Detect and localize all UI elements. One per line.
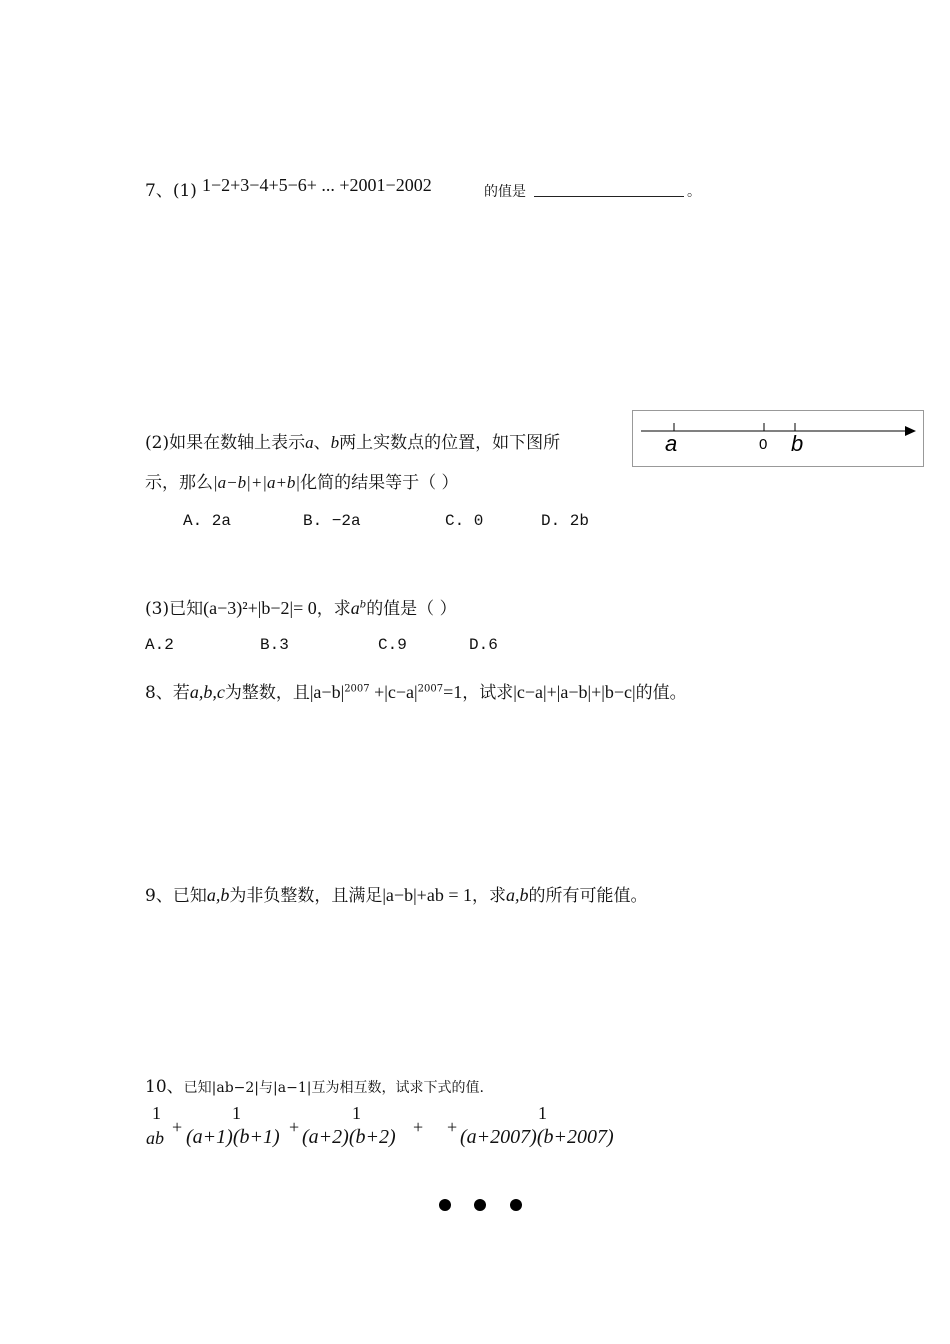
frac-0-numerator: 1 (152, 1103, 161, 1123)
arrow-head-icon (905, 426, 916, 436)
q7-2-option-a[interactable]: A. 2a (183, 512, 232, 530)
frac-1-denominator: (a+1)(b+1) (186, 1126, 280, 1148)
q7-answer-blank[interactable] (534, 182, 684, 201)
q7-2-option-b[interactable]: B. −2a (303, 512, 361, 530)
q7-end: 。 (687, 184, 701, 200)
q7-2-line1: (2)如果在数轴上表示a、b两上实数点的位置，如下图所 (145, 433, 561, 453)
plus-4: + (447, 1117, 458, 1137)
frac-0-denominator: ab (146, 1128, 164, 1148)
q7-3-option-a[interactable]: A.2 (145, 636, 174, 654)
label-zero: 0 (759, 436, 768, 453)
q7-3-option-d[interactable]: D.6 (469, 636, 498, 654)
q7-label: 7、(1) (145, 181, 197, 201)
q7-expression: 1−2+3−4+5−6+ ... +2001−2002 (202, 175, 432, 195)
plus-2: + (289, 1117, 300, 1137)
frac-2-denominator: (a+2)(b+2) (302, 1126, 396, 1148)
label-b: b (791, 431, 804, 456)
frac-3-denominator: (a+2007)(b+2007) (460, 1126, 614, 1148)
ellipsis-dot-3 (510, 1199, 522, 1211)
q7-3-line: (3)已知(a−3)²+|b−2|= 0，求$a^b$的值是（ ） (145, 598, 457, 619)
plus-3: + (413, 1117, 424, 1137)
frac-1-numerator: 1 (232, 1103, 241, 1123)
number-line (633, 411, 923, 466)
frac-2-numerator: 1 (352, 1103, 361, 1123)
ellipsis-dot-1 (439, 1199, 451, 1211)
number-line-figure (632, 410, 924, 467)
label-a: a (665, 431, 678, 456)
q7-3-option-b[interactable]: B.3 (260, 636, 289, 654)
frac-3-numerator: 1 (538, 1103, 547, 1123)
q7-suffix: 的值是 (484, 184, 526, 200)
q9-line: 9、已知a,b为非负整数，且满足|a−b|+ab = 1，求a,b的所有可能值。 (145, 885, 648, 906)
ellipsis-dot-2 (474, 1199, 486, 1211)
q7-2-line2: 示，那么|a−b|+|a+b|化简的结果等于（ ） (145, 473, 459, 493)
plus-1: + (172, 1117, 183, 1137)
q8-line: 8、若a,b,c为整数，且$|a-b|^{2007} +|c-a|^{2007}=1$，试求|c−a|+|a−b|+|b−c|的值。 (145, 682, 687, 703)
q7-2-option-c[interactable]: C. 0 (445, 512, 484, 530)
q7-3-option-c[interactable]: C.9 (378, 636, 407, 654)
q10-line: 10、已知|ab−2|与|a−1|互为相互数，试求下式的值. (145, 1077, 484, 1097)
q7-2-option-d[interactable]: D. 2b (541, 512, 590, 530)
